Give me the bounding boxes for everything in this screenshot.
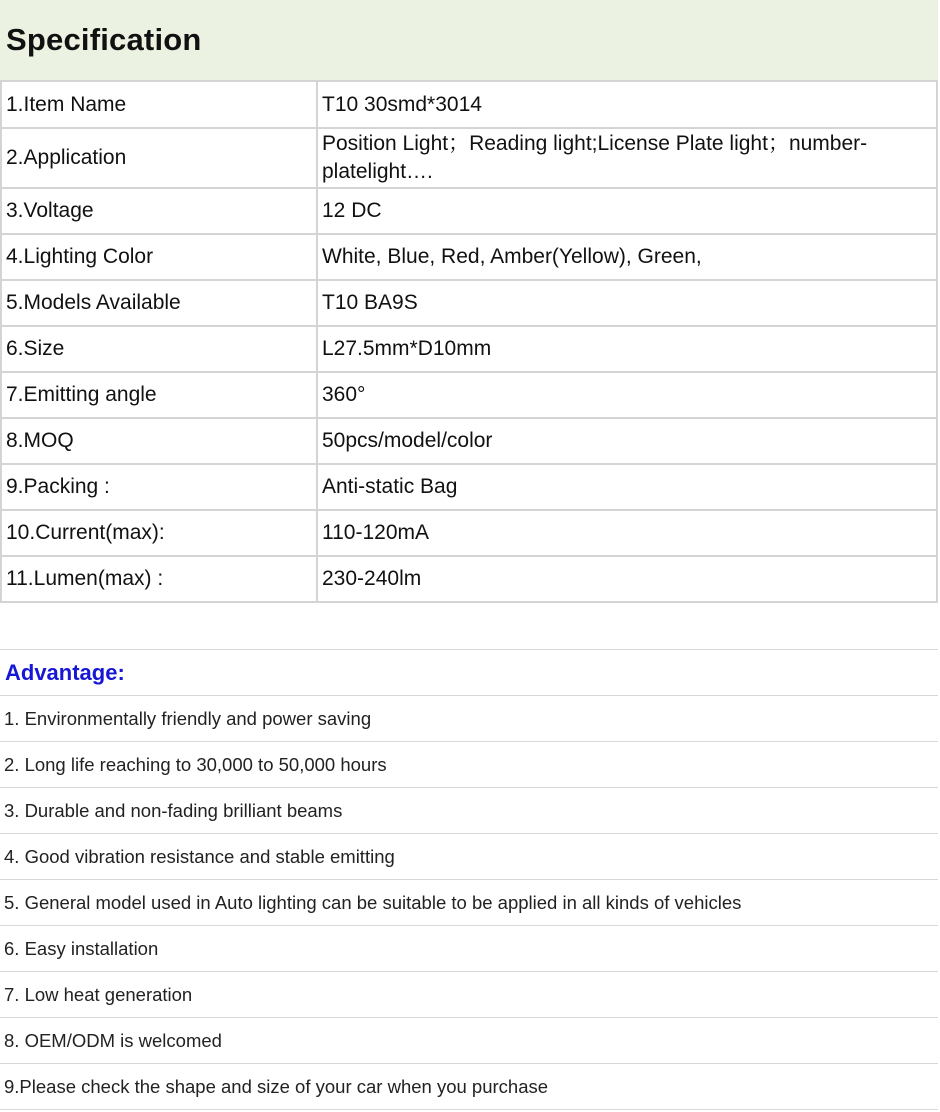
spec-value: White, Blue, Red, Amber(Yellow), Green, [317,234,937,280]
table-row [1,82,937,128]
spec-table [0,82,938,603]
table-row [1,556,937,602]
spec-label: 4.Lighting Color [1,234,317,280]
header-bar [0,0,938,82]
spec-label: 2.Application [1,128,317,188]
list-item: 3. Durable and non-fading brilliant beams [0,788,938,834]
spec-value: Anti-static Bag [317,464,937,510]
spec-label: 8.MOQ [1,418,317,464]
table-row [1,372,937,418]
table-row [1,280,937,326]
list-item: 9.Please check the shape and size of your car when you purchase [0,1064,938,1110]
table-row [1,326,937,372]
table-row [1,188,937,234]
blank-row [0,603,938,650]
spec-value: L27.5mm*D10mm [317,326,937,372]
table-row [1,464,937,510]
spec-value: 230-240lm [317,556,937,602]
list-item: 5. General model used in Auto lighting can be suitable to be applied in all kinds of vehicles [0,880,938,926]
advantage-title: Advantage: [5,659,125,685]
list-item: 6. Easy installation [0,926,938,972]
spec-label: 3.Voltage [1,188,317,234]
list-item: 1. Environmentally friendly and power saving [0,696,938,742]
spec-label: 11.Lumen(max) : [1,556,317,602]
page-title: Specification [6,22,202,57]
list-item: 7. Low heat generation [0,972,938,1018]
spec-value: 12 DC [317,188,937,234]
spec-label: 7.Emitting angle [1,372,317,418]
spec-value: 360° [317,372,937,418]
table-row [1,510,937,556]
table-row [1,234,937,280]
advantage-heading [0,650,938,696]
spec-value: 110-120mA [317,510,937,556]
spec-label: 6.Size [1,326,317,372]
spec-label: 9.Packing : [1,464,317,510]
spec-value: T10 BA9S [317,280,937,326]
spec-value: Position Light；Reading light;License Plate light；number-platelight…. [317,128,937,188]
spec-value: T10 30smd*3014 [317,82,937,128]
list-item: 2. Long life reaching to 30,000 to 50,000 hours [0,742,938,788]
spec-label: 5.Models Available [1,280,317,326]
list-item: 4. Good vibration resistance and stable emitting [0,834,938,880]
spec-label: 10.Current(max): [1,510,317,556]
list-item: 8. OEM/ODM is welcomed [0,1018,938,1064]
spec-label: 1.Item Name [1,82,317,128]
table-row [1,418,937,464]
table-row [1,128,937,188]
spec-value: 50pcs/model/color [317,418,937,464]
